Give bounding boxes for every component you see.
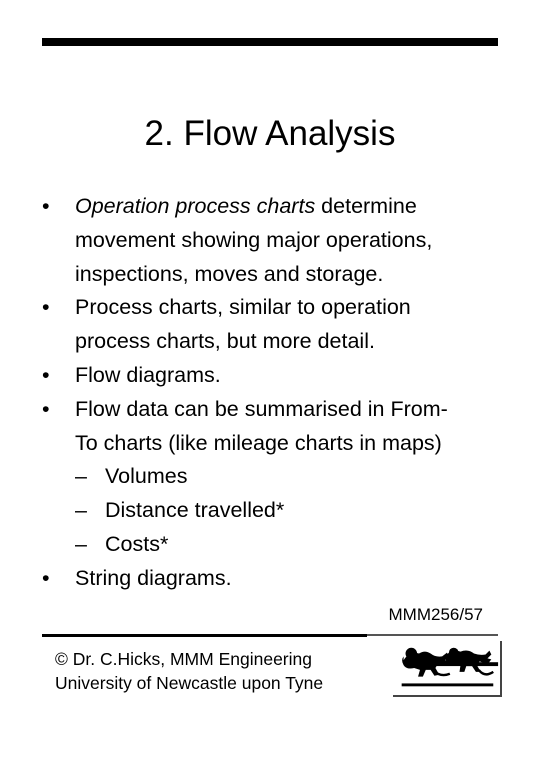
sub-bullet-item <box>42 494 512 528</box>
bullet-marker: • <box>42 565 50 590</box>
bullet-item <box>42 359 512 393</box>
bullet-line: To charts (like mileage charts in maps) <box>75 430 442 455</box>
sub-bullet-item <box>42 460 512 494</box>
bullet-item <box>42 291 512 359</box>
sub-bullet-text: Distance travelled* <box>105 498 285 523</box>
bullet-item <box>42 562 512 596</box>
bullet-marker: • <box>42 194 50 218</box>
bullet-item <box>42 393 512 461</box>
bullet-line: inspections, moves and storage. <box>75 261 384 286</box>
footer-rule-right <box>367 634 498 636</box>
footer-rule <box>42 634 367 637</box>
bullet-line: String diagrams. <box>75 565 232 590</box>
bullet-marker: • <box>42 396 50 421</box>
sub-bullet-item <box>42 528 512 562</box>
credit-line-1: © Dr. C.Hicks, MMM Engineering <box>55 649 312 669</box>
sub-bullet-marker: – <box>75 531 87 556</box>
bullet-line: Flow data can be summarised in From- <box>75 396 448 421</box>
bullet-marker: • <box>42 362 50 387</box>
university-logo <box>393 641 502 697</box>
bullet-text: determine <box>315 194 417 218</box>
bullet-emphasis: Operation process charts <box>75 194 316 218</box>
university-lion-crest-icon <box>393 641 500 695</box>
bullet-item <box>42 190 512 291</box>
bullet-line <box>75 190 512 224</box>
bullet-line: movement showing major operations, <box>75 227 433 252</box>
sub-bullet-text: Costs* <box>105 531 169 556</box>
slide-title: 2. Flow Analysis <box>144 114 396 153</box>
sub-bullet-marker: – <box>75 498 87 523</box>
bullet-line: Process charts, similar to operation <box>75 295 411 320</box>
bullet-line: process charts, but more detail. <box>75 329 375 354</box>
slide-number: MMM256/57 <box>388 605 483 624</box>
bullet-marker: • <box>42 295 50 320</box>
bullet-line: Flow diagrams. <box>75 362 221 387</box>
bullet-list <box>42 190 512 596</box>
lion-shape <box>445 648 491 672</box>
sub-bullet-marker: – <box>75 464 87 489</box>
sub-bullet-text: Volumes <box>105 464 188 489</box>
top-rule <box>42 38 498 46</box>
footer-credit <box>55 647 323 695</box>
credit-line-2: University of Newcastle upon Tyne <box>55 673 324 693</box>
